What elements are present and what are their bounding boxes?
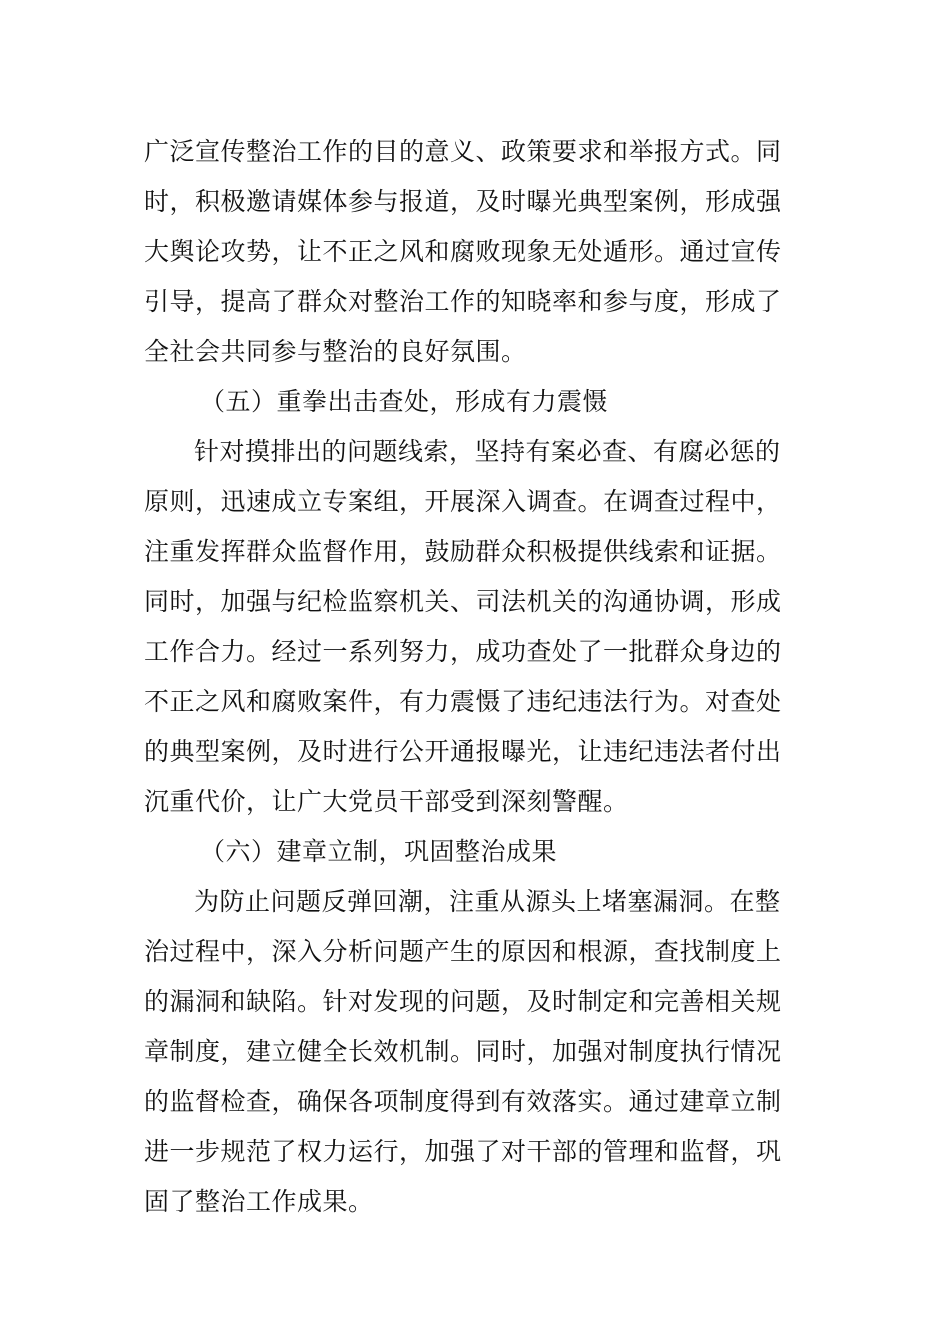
paragraph-2-line-3: 注重发挥群众监督作用，鼓励群众积极提供线索和证据。: [144, 537, 782, 566]
paragraph-2-line-6: 不正之风和腐败案件，有力震慑了违纪违法行为。对查处: [144, 687, 782, 716]
paragraph-3-line-7: 固了整治工作成果。: [144, 1187, 374, 1216]
paragraph-1-line-4: 引导，提高了群众对整治工作的知晓率和参与度，形成了: [144, 287, 782, 316]
paragraph-3-line-4: 章制度，建立健全长效机制。同时，加强对制度执行情况: [144, 1037, 782, 1066]
paragraph-2-line-7: 的典型案例，及时进行公开通报曝光，让违纪违法者付出: [144, 737, 782, 766]
paragraph-3-line-1: 为防止问题反弹回潮，注重从源头上堵塞漏洞。在整: [194, 887, 781, 916]
paragraph-1-line-5: 全社会共同参与整治的良好氛围。: [144, 337, 527, 366]
paragraph-3-line-6: 进一步规范了权力运行，加强了对干部的管理和监督，巩: [144, 1137, 782, 1166]
paragraph-1-line-1: 广泛宣传整治工作的目的意义、政策要求和举报方式。同: [144, 137, 782, 166]
paragraph-2-line-4: 同时，加强与纪检监察机关、司法机关的沟通协调，形成: [144, 587, 782, 616]
paragraph-2-line-5: 工作合力。经过一系列努力，成功查处了一批群众身边的: [144, 637, 782, 666]
paragraph-2-line-8: 沉重代价，让广大党员干部受到深刻警醒。: [144, 787, 629, 816]
paragraph-2-line-1: 针对摸排出的问题线索，坚持有案必查、有腐必惩的: [194, 437, 781, 466]
paragraph-2-line-2: 原则，迅速成立专案组，开展深入调查。在调查过程中，: [144, 487, 782, 516]
paragraph-1-line-2: 时，积极邀请媒体参与报道，及时曝光典型案例，形成强: [144, 187, 782, 216]
paragraph-3-line-5: 的监督检查，确保各项制度得到有效落实。通过建章立制: [144, 1087, 782, 1116]
paragraph-3-line-2: 治过程中，深入分析问题产生的原因和根源，查找制度上: [144, 937, 782, 966]
section-heading-6: （六）建章立制，巩固整治成果: [200, 837, 558, 866]
paragraph-3-line-3: 的漏洞和缺陷。针对发现的问题，及时制定和完善相关规: [144, 987, 782, 1016]
section-heading-5: （五）重拳出击查处，形成有力震慑: [200, 387, 609, 416]
document-body: [144, 127, 806, 1227]
paragraph-1-line-3: 大舆论攻势，让不正之风和腐败现象无处遁形。通过宣传: [144, 237, 782, 266]
